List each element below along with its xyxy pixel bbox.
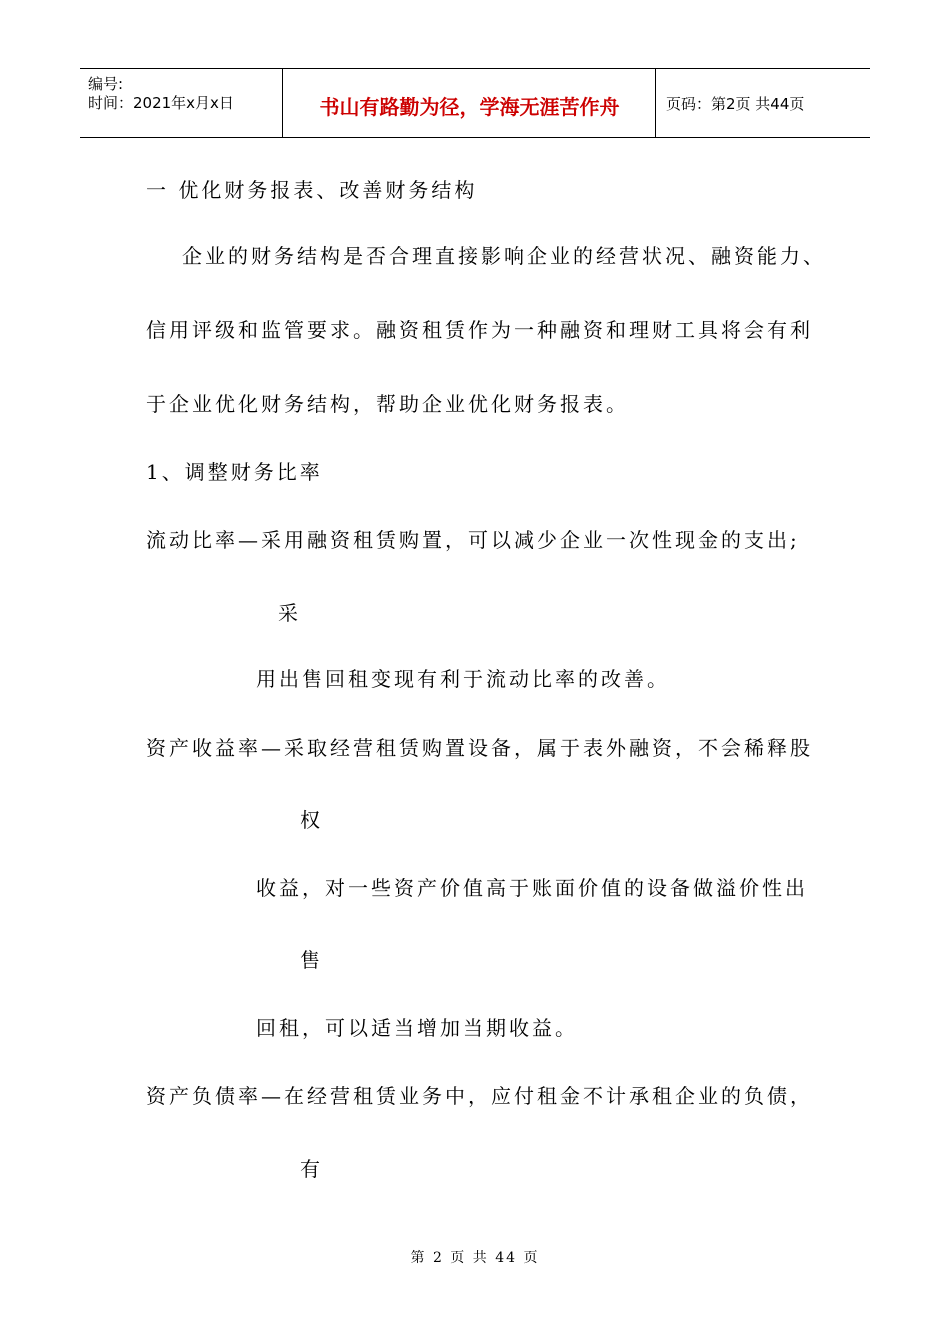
- paragraph-line: 权: [300, 808, 323, 832]
- page-info: 页码：第2页 共44页: [666, 95, 805, 113]
- page-footer: 第 2 页 共 44 页: [410, 1250, 540, 1266]
- paragraph-line: 有: [300, 1157, 323, 1181]
- paragraph-line: 用出售回租变现有利于流动比率的改善。: [256, 667, 670, 691]
- paragraph-line: 资产收益率—采取经营租赁购置设备，属于表外融资，不会稀释股: [146, 736, 813, 760]
- paragraph-line: 收益，对一些资产价值高于账面价值的设备做溢价性出: [256, 876, 808, 900]
- section-heading: 一 优化财务报表、改善财务结构: [146, 178, 478, 202]
- paragraph-line: 采: [278, 601, 301, 625]
- paragraph-line: 售: [300, 948, 323, 972]
- page-header: [80, 68, 870, 138]
- header-page-cell: [656, 69, 870, 137]
- motto: 书山有路勤为径，学海无涯苦作舟: [319, 95, 620, 119]
- paragraph-line: 企业的财务结构是否合理直接影响企业的经营状况、融资能力、: [182, 244, 826, 268]
- paragraph-line: 资产负债率—在经营租赁业务中，应付租金不计承租企业的负债，: [146, 1084, 813, 1108]
- header-meta-cell: [80, 69, 283, 137]
- paragraph-line: 流动比率—采用融资租赁购置，可以减少企业一次性现金的支出;: [146, 528, 800, 552]
- paragraph-line: 回租，可以适当增加当期收益。: [256, 1016, 578, 1040]
- paragraph-line: 于企业优化财务结构，帮助企业优化财务报表。: [146, 392, 629, 416]
- time-label: 时间：2021年x月x日: [88, 94, 234, 112]
- number-label: 编号:: [88, 75, 124, 93]
- subheading: 1、调整财务比率: [146, 460, 323, 484]
- header-motto-cell: [283, 69, 656, 137]
- paragraph-line: 信用评级和监管要求。融资租赁作为一种融资和理财工具将会有利: [146, 318, 813, 342]
